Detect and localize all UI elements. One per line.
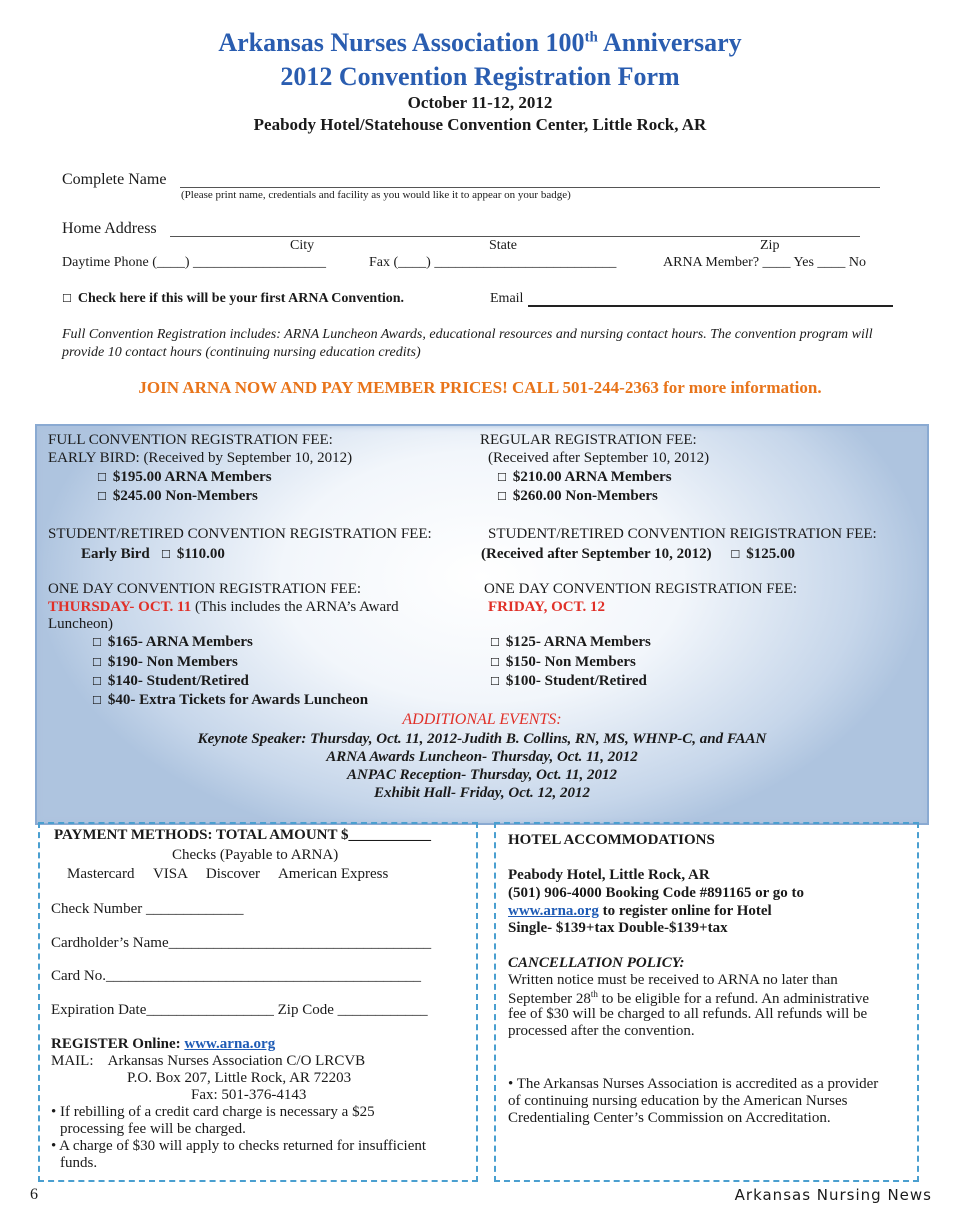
event-venue: Peabody Hotel/Statehouse Convention Center, Little Rock, AR	[253, 115, 707, 134]
returned-check-note: • A charge of $30 will apply to checks returned for insufficient	[51, 1138, 427, 1154]
hotel-rates: Single- $139+tax Double-$139+tax	[508, 920, 728, 936]
thursday-label: THURSDAY- OCT. 11	[48, 599, 192, 615]
returned-check-note-cont: funds.	[60, 1155, 98, 1171]
cancellation-line-3: fee of $30 will be charged to all refunds. All refunds will be	[508, 1006, 868, 1022]
payment-methods-panel	[38, 822, 478, 1182]
early-bird-label: EARLY BIRD: (Received by September 10, 2012)	[48, 450, 353, 466]
cancellation-line-1: Written notice must be received to ARNA no later than	[508, 972, 838, 988]
hotel-title: HOTEL ACCOMMODATIONS	[508, 832, 715, 848]
daytime-phone-field[interactable]: Daytime Phone (____) ___________________	[62, 255, 327, 270]
title-part-b: Anniversary	[597, 28, 742, 57]
complete-name-label: Complete Name	[62, 171, 167, 188]
register-label: REGISTER Online:	[51, 1036, 185, 1052]
checkbox-icon[interactable]: ☐	[92, 675, 102, 688]
option-label: (Received after September 10, 2012)	[481, 546, 712, 562]
hotel-accommodations-panel	[494, 822, 919, 1182]
email-field[interactable]	[528, 305, 893, 307]
home-address-field[interactable]	[170, 236, 860, 237]
thu-nonmember-option[interactable]	[92, 654, 238, 671]
form-subtitle: 2012 Convention Registration Form	[280, 62, 680, 91]
register-online	[51, 1036, 275, 1053]
cancel-date: September 28	[508, 991, 591, 1007]
rebilling-note: • If rebilling of a credit card charge is necessary a $25	[51, 1104, 375, 1120]
student-early-bird-option[interactable]	[81, 546, 225, 563]
checkbox-icon[interactable]: ☐	[730, 548, 741, 561]
name-note: (Please print name, credentials and facility as you would like it to appear on your badge)	[181, 189, 571, 201]
checkbox-icon[interactable]: ☐	[97, 490, 107, 503]
mail-fax: Fax: 501-376-4143	[191, 1087, 307, 1103]
fax-field[interactable]: Fax (____) __________________________	[369, 255, 617, 270]
checkbox-icon[interactable]: ☐	[490, 636, 500, 649]
checkbox-icon[interactable]: ☐	[92, 656, 102, 669]
cancel-date-sup: th	[590, 989, 598, 999]
thu-student-option[interactable]	[92, 673, 249, 690]
hotel-phone: (501) 906-4000 Booking Code #891165 or go to	[508, 885, 804, 901]
thursday-line	[48, 599, 399, 616]
student-after-option[interactable]	[481, 546, 795, 563]
option-label: $195.00 ARNA Members	[112, 469, 272, 485]
checkbox-icon[interactable]: ☐	[497, 490, 507, 503]
title-part-a: Arkansas Nurses Association 100	[218, 28, 585, 57]
payment-title: PAYMENT METHODS: TOTAL AMOUNT $___________	[54, 827, 431, 843]
mail-address-2: P.O. Box 207, Little Rock, AR 72203	[127, 1070, 352, 1086]
fri-member-option[interactable]	[490, 634, 651, 651]
page-number: 6	[30, 1186, 38, 1203]
register-link[interactable]: www.arna.org	[184, 1036, 276, 1052]
anpac-reception: ANPAC Reception- Thursday, Oct. 11, 2012	[347, 767, 617, 783]
keynote-speaker: Keynote Speaker: Thursday, Oct. 11, 2012-Judith B. Collins, RN, MS, WHNP-C, and FAAN	[197, 731, 767, 747]
option-price: $125.00	[746, 546, 795, 562]
hotel-link[interactable]: www.arna.org	[508, 903, 599, 919]
title-superscript: th	[584, 29, 598, 46]
option-label: $125- ARNA Members	[505, 634, 651, 650]
option-price: $110.00	[176, 546, 225, 562]
join-arna-banner: JOIN ARNA NOW AND PAY MEMBER PRICES! CALL 501-244-2363 for more information.	[138, 378, 822, 397]
awards-luncheon: ARNA Awards Luncheon- Thursday, Oct. 11, 2012	[326, 749, 638, 765]
checkbox-icon[interactable]: ☐	[161, 548, 171, 561]
exhibit-hall: Exhibit Hall- Friday, Oct. 12, 2012	[373, 785, 591, 801]
option-label: $100- Student/Retired	[505, 673, 647, 689]
regular-fee-note: (Received after September 10, 2012)	[488, 450, 710, 466]
regular-nonmember-option[interactable]	[497, 488, 658, 505]
checkbox-icon[interactable]: ☐	[97, 471, 107, 484]
accreditation-line-2: of continuing nursing education by the American Nurses	[508, 1093, 848, 1109]
option-label: $190- Non Members	[107, 654, 238, 670]
option-label: $210.00 ARNA Members	[512, 469, 672, 485]
option-label: $150- Non Members	[505, 654, 636, 670]
full-fee-title: FULL CONVENTION REGISTRATION FEE:	[48, 432, 333, 448]
checks-payable: Checks (Payable to ARNA)	[172, 847, 339, 863]
publication-name: Arkansas Nursing News	[734, 1186, 932, 1204]
form-title	[0, 28, 960, 58]
student-fee-title-right: STUDENT/RETIRED CONVENTION REIGISTRATION FEE:	[488, 526, 877, 542]
hotel-name: Peabody Hotel, Little Rock, AR	[508, 867, 710, 883]
registration-fees-panel	[35, 424, 929, 825]
option-label: $245.00 Non-Members	[112, 488, 258, 504]
checkbox-icon[interactable]: ☐	[92, 694, 102, 707]
card-types: Mastercard VISA Discover American Express	[67, 866, 389, 882]
checkbox-icon[interactable]: ☐	[62, 292, 72, 305]
checkbox-icon[interactable]: ☐	[490, 675, 500, 688]
expiration-zip-field[interactable]: Expiration Date_________________ Zip Code ____________	[51, 1002, 428, 1018]
checkbox-icon[interactable]: ☐	[490, 656, 500, 669]
option-label: Early Bird	[81, 546, 150, 562]
cancellation-line-4: processed after the convention.	[508, 1023, 695, 1039]
early-nonmember-option[interactable]	[97, 488, 258, 505]
first-convention-checkbox[interactable]	[62, 291, 404, 307]
mail-address-1: MAIL: Arkansas Nurses Association C/O LRCVB	[51, 1053, 366, 1069]
card-number-field[interactable]: Card No.__________________________________________	[51, 968, 421, 984]
zip-label: Zip	[760, 238, 780, 253]
additional-events-title: ADDITIONAL EVENTS:	[402, 711, 562, 728]
thu-member-option[interactable]	[92, 634, 253, 651]
rebilling-note-cont: processing fee will be charged.	[60, 1121, 246, 1137]
option-label: $40- Extra Tickets for Awards Luncheon	[107, 692, 369, 708]
thursday-note: (This includes the ARNA’s Award	[191, 599, 399, 615]
fri-student-option[interactable]	[490, 673, 647, 690]
student-fee-title-left: STUDENT/RETIRED CONVENTION REGISTRATION FEE:	[48, 526, 432, 542]
event-dates: October 11-12, 2012	[407, 93, 553, 112]
home-address-label: Home Address	[62, 220, 157, 237]
email-label: Email	[490, 291, 524, 306]
cardholder-name-field[interactable]: Cardholder’s Name___________________________________	[51, 935, 432, 951]
complete-name-field[interactable]	[180, 187, 880, 188]
checkbox-icon[interactable]: ☐	[92, 636, 102, 649]
option-label: $140- Student/Retired	[107, 673, 249, 689]
regular-fee-title: REGULAR REGISTRATION FEE:	[480, 432, 697, 448]
cancellation-title: CANCELLATION POLICY:	[508, 955, 685, 971]
oneday-fee-title-right: ONE DAY CONVENTION REGISTRATION FEE:	[484, 581, 798, 597]
accreditation-line-3: Credentialing Center’s Commission on Accreditation.	[508, 1110, 831, 1126]
cancel-text: to be eligible for a refund. An administrative	[597, 991, 870, 1007]
regular-member-option[interactable]	[497, 469, 672, 486]
state-label: State	[489, 238, 517, 253]
option-label: $260.00 Non-Members	[512, 488, 658, 504]
fri-nonmember-option[interactable]	[490, 654, 636, 671]
oneday-fee-title-left: ONE DAY CONVENTION REGISTRATION FEE:	[48, 581, 362, 597]
early-member-option[interactable]	[97, 469, 272, 486]
friday-label: FRIDAY, OCT. 12	[488, 599, 605, 615]
arna-member-field[interactable]: ARNA Member? ____ Yes ____ No	[663, 255, 866, 270]
thursday-note-continued: Luncheon)	[48, 616, 113, 632]
registration-includes-note: Full Convention Registration includes: ARNA Luncheon Awards, educational resources and nursing contact hours. The convention program will provide 10 contact hours (continuing nursing education credits)	[62, 327, 873, 360]
option-label: $165- ARNA Members	[107, 634, 253, 650]
checkbox-icon[interactable]: ☐	[497, 471, 507, 484]
city-label: City	[290, 238, 315, 253]
thu-extra-tickets-option[interactable]	[92, 692, 368, 709]
check-number-field[interactable]: Check Number _____________	[51, 901, 244, 917]
hotel-link-note: to register online for Hotel	[598, 903, 772, 919]
first-convention-label: Check here if this will be your first ARNA Convention.	[77, 291, 405, 306]
hotel-online	[508, 903, 772, 920]
accreditation-line-1: • The Arkansas Nurses Association is accredited as a provider	[508, 1076, 879, 1092]
